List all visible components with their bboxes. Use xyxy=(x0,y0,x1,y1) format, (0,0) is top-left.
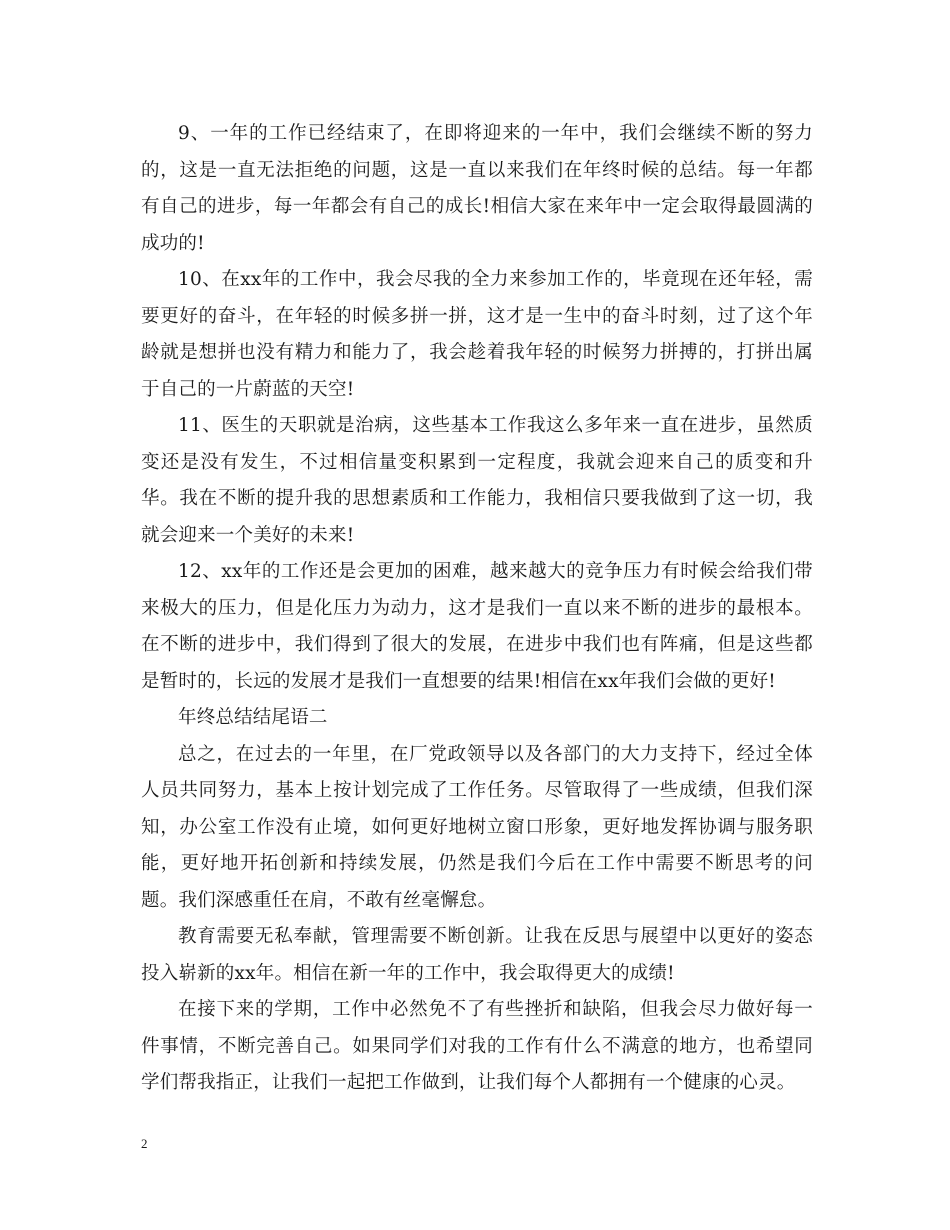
paragraph-12: 12、xx年的工作还是会更加的困难，越来越大的竞争压力有时候会给我们带来极大的压力，但是化压力为动力，这才是我们一直以来不断的进步的最根本。在不断的进步中，我们得到了很大的发展，在进步中我们也有阵痛，但是这些都是暂时的，长远的发展才是我们一直想要的结果!相信在xx年我们会做的更好! xyxy=(141,561,813,692)
section-heading: 年终总结结尾语二 xyxy=(178,707,328,728)
paragraph-11: 11、医生的天职就是治病，这些基本工作我这么多年来一直在进步，虽然质变还是没有发生，不过相信量变积累到一定程度，我就会迎来自己的质变和升华。我在不断的提升我的思想素质和工作能力，我相信只要我做到了这一切，我就会迎来一个美好的未来! xyxy=(141,415,813,546)
paragraph-next-term: 在接下来的学期，工作中必然免不了有些挫折和缺陷，但我会尽力做好每一件事情，不断完善自己。如果同学们对我的工作有什么不满意的地方，也希望同学们帮我指正，让我们一起把工作做到，让我们每个人都拥有一个健康的心灵。 xyxy=(141,999,813,1093)
paragraph-9: 9、一年的工作已经结束了，在即将迎来的一年中，我们会继续不断的努力的，这是一直无法拒绝的问题，这是一直以来我们在年终时候的总结。每一年都有自己的进步，每一年都会有自己的成长!相信大家在来年中一定会取得最圆满的成功的! xyxy=(141,123,813,254)
paragraph-summary: 总之，在过去的一年里，在厂党政领导以及各部门的大力支持下，经过全体人员共同努力，基本上按计划完成了工作任务。尽管取得了一些成绩，但我们深知，办公室工作没有止境，如何更好地树立窗口形象，更好地发挥协调与服务职能，更好地开拓创新和持续发展，仍然是我们今后在工作中需要不断思考的问题。我们深感重任在肩，不敢有丝毫懈怠。 xyxy=(141,743,813,911)
paragraph-10: 10、在xx年的工作中，我会尽我的全力来参加工作的，毕竟现在还年轻，需要更好的奋斗，在年轻的时候多拼一拼，这才是一生中的奋斗时刻，过了这个年龄就是想拼也没有精力和能力了，我会趁着我年轻的时候努力拼搏的，打拼出属于自己的一片蔚蓝的天空! xyxy=(141,269,813,400)
page-number: 2 xyxy=(141,1136,148,1151)
document-body xyxy=(141,116,813,1102)
paragraph-education: 教育需要无私奉献，管理需要不断创新。让我在反思与展望中以更好的姿态投入崭新的xx年。相信在新一年的工作中，我会取得更大的成绩! xyxy=(141,926,813,984)
